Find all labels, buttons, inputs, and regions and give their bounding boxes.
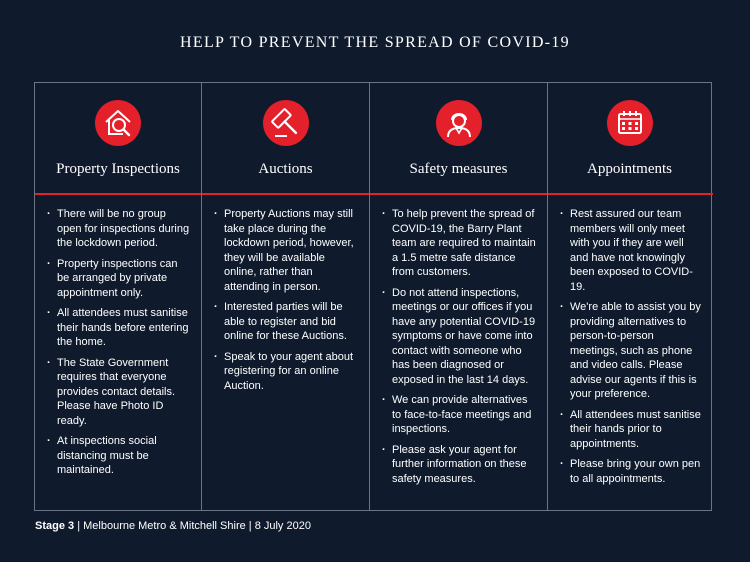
list-item: · There will be no group open for inspections during the lockdown period.: [47, 207, 191, 251]
column-title: Safety measures: [409, 161, 508, 177]
bullet-list: [35, 207, 201, 484]
list-item: · Please ask your agent for further information on these safety measures.: [382, 443, 537, 487]
calendar-icon: [607, 100, 653, 146]
column-safety-measures: [369, 83, 547, 510]
list-item: · Do not attend inspections, meetings or our offices if you have any potential COVID-19 symptoms or have come into contact with someone who has been diagnosed or exposed in the last 14 days.: [382, 286, 537, 388]
page-title: HELP TO PREVENT THE SPREAD OF COVID-19: [180, 34, 570, 51]
list-item: · We're able to assist you by providing alternatives to person-to-person meetings, such as phone and video calls. Please advise our agents if this is your preference.: [560, 300, 701, 402]
bullet-list: [370, 207, 547, 492]
gavel-icon: [263, 100, 309, 146]
list-item: · At inspections social distancing must be maintained.: [47, 434, 191, 478]
person-icon: [436, 100, 482, 146]
column-title: Property Inspections: [56, 161, 180, 177]
column-property-inspections: [35, 83, 201, 510]
list-item: · Rest assured our team members will only meet with you if they are well and have not knowingly been exposed to COVID-19.: [560, 207, 701, 294]
column-appointments: [547, 83, 711, 510]
house-magnifier-icon: [95, 100, 141, 146]
list-item: · We can provide alternatives to face-to-face meetings and inspections.: [382, 393, 537, 437]
list-item: · Speak to your agent about registering for an online Auction.: [214, 350, 359, 394]
column-title: Appointments: [587, 161, 672, 177]
bullet-list: [548, 207, 711, 492]
list-item: · Please bring your own pen to all appointments.: [560, 457, 701, 486]
column-auctions: [201, 83, 369, 510]
list-item: · All attendees must sanitise their hands before entering the home.: [47, 306, 191, 350]
footer-details: | Melbourne Metro & Mitchell Shire | 8 July 2020: [74, 520, 311, 532]
list-item: · Property Auctions may still take place during the lockdown period, however, they will be available online, rather than attending in person.: [214, 207, 359, 294]
list-item: · All attendees must sanitise their hands prior to appointments.: [560, 408, 701, 452]
info-panel: [34, 82, 712, 511]
list-item: · The State Government requires that everyone provides contact details. Please have Photo ID ready.: [47, 356, 191, 429]
list-item: · To help prevent the spread of COVID-19, the Barry Plant team are required to maintain a 1.5 metre safe distance from customers.: [382, 207, 537, 280]
list-item: · Property inspections can be arranged by private appointment only.: [47, 257, 191, 301]
column-title: Auctions: [258, 161, 313, 177]
list-item: · Interested parties will be able to register and bid online for these Auctions.: [214, 300, 359, 344]
footer: [35, 520, 311, 532]
bullet-list: [202, 207, 369, 399]
footer-stage: Stage 3: [35, 520, 75, 532]
